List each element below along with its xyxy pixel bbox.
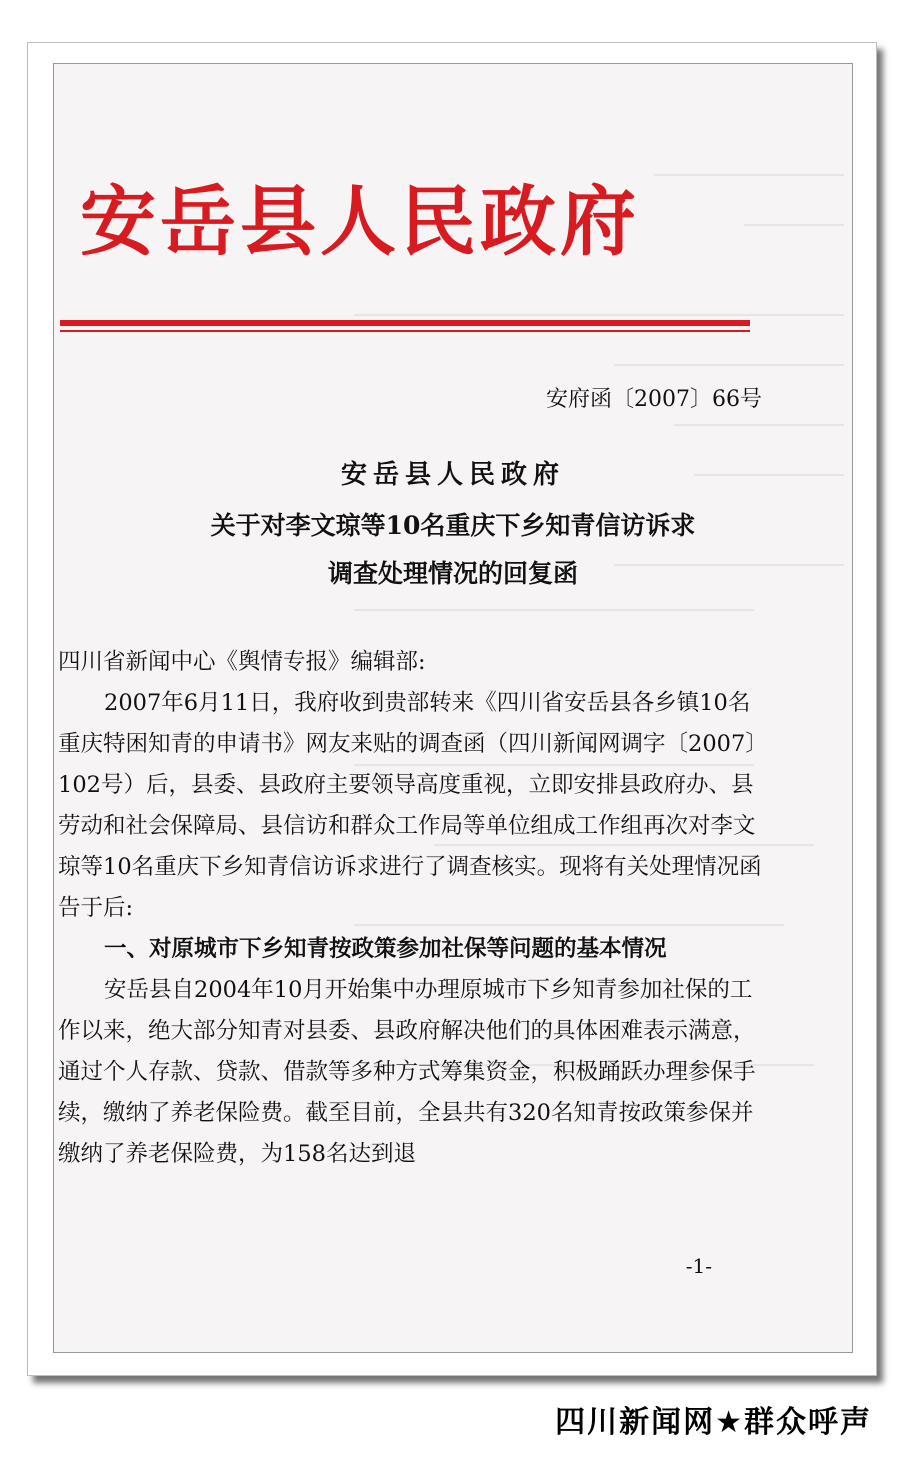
section-heading-1: 一、对原城市下乡知青按政策参加社保等问题的基本情况 [104,936,667,962]
page-number: -1- [685,1254,712,1278]
paragraph-intro: 2007年6月11日，我府收到贵部转来《四川省安岳县各乡镇10名重庆特困知青的申请书》网友来贴的调查函（四川新闻网调字〔2007〕102号）后，县委、县政府主要领导高度重视，立即安排县政府办、县劳动和社会保障局、县信访和群众工作局等单位组成工作组再次对李文琼等10名重庆下乡知青信访诉求进行了调查核实。现将有关处理情况函告于后: [58,690,768,921]
document-title-line-1: 关于对李文琼等10名重庆下乡知青信访诉求 [210,511,696,540]
document-title-line-2: 调查处理情况的回复函 [327,559,578,588]
document-body [58,642,768,1175]
document-number: 安府函〔2007〕66号 [546,387,762,412]
document-page [53,63,853,1353]
letterhead-red-rule-thin [60,330,750,332]
recipient-line: 四川省新闻中心《舆情专报》编辑部: [58,649,426,675]
letterhead-title: 安岳县人民政府 [80,177,640,266]
issuer-heading: 安岳县人民政府 [340,460,565,490]
letterhead-red-rule [60,320,750,326]
paragraph-section-1: 安岳县自2004年10月开始集中办理原城市下乡知青参加社保的工作以来，绝大部分知青对县委、县政府解决他们的具体困难表示满意，通过个人存款、贷款、借款等多种方式筹集资金，积极踊跃办理参保手续，缴纳了养老保险费。截至目前，全县共有320名知青按政策参保并缴纳了养老保险费，为158名达到退 [58,977,756,1167]
source-caption: 四川新闻网★群众呼声 [555,1405,872,1440]
